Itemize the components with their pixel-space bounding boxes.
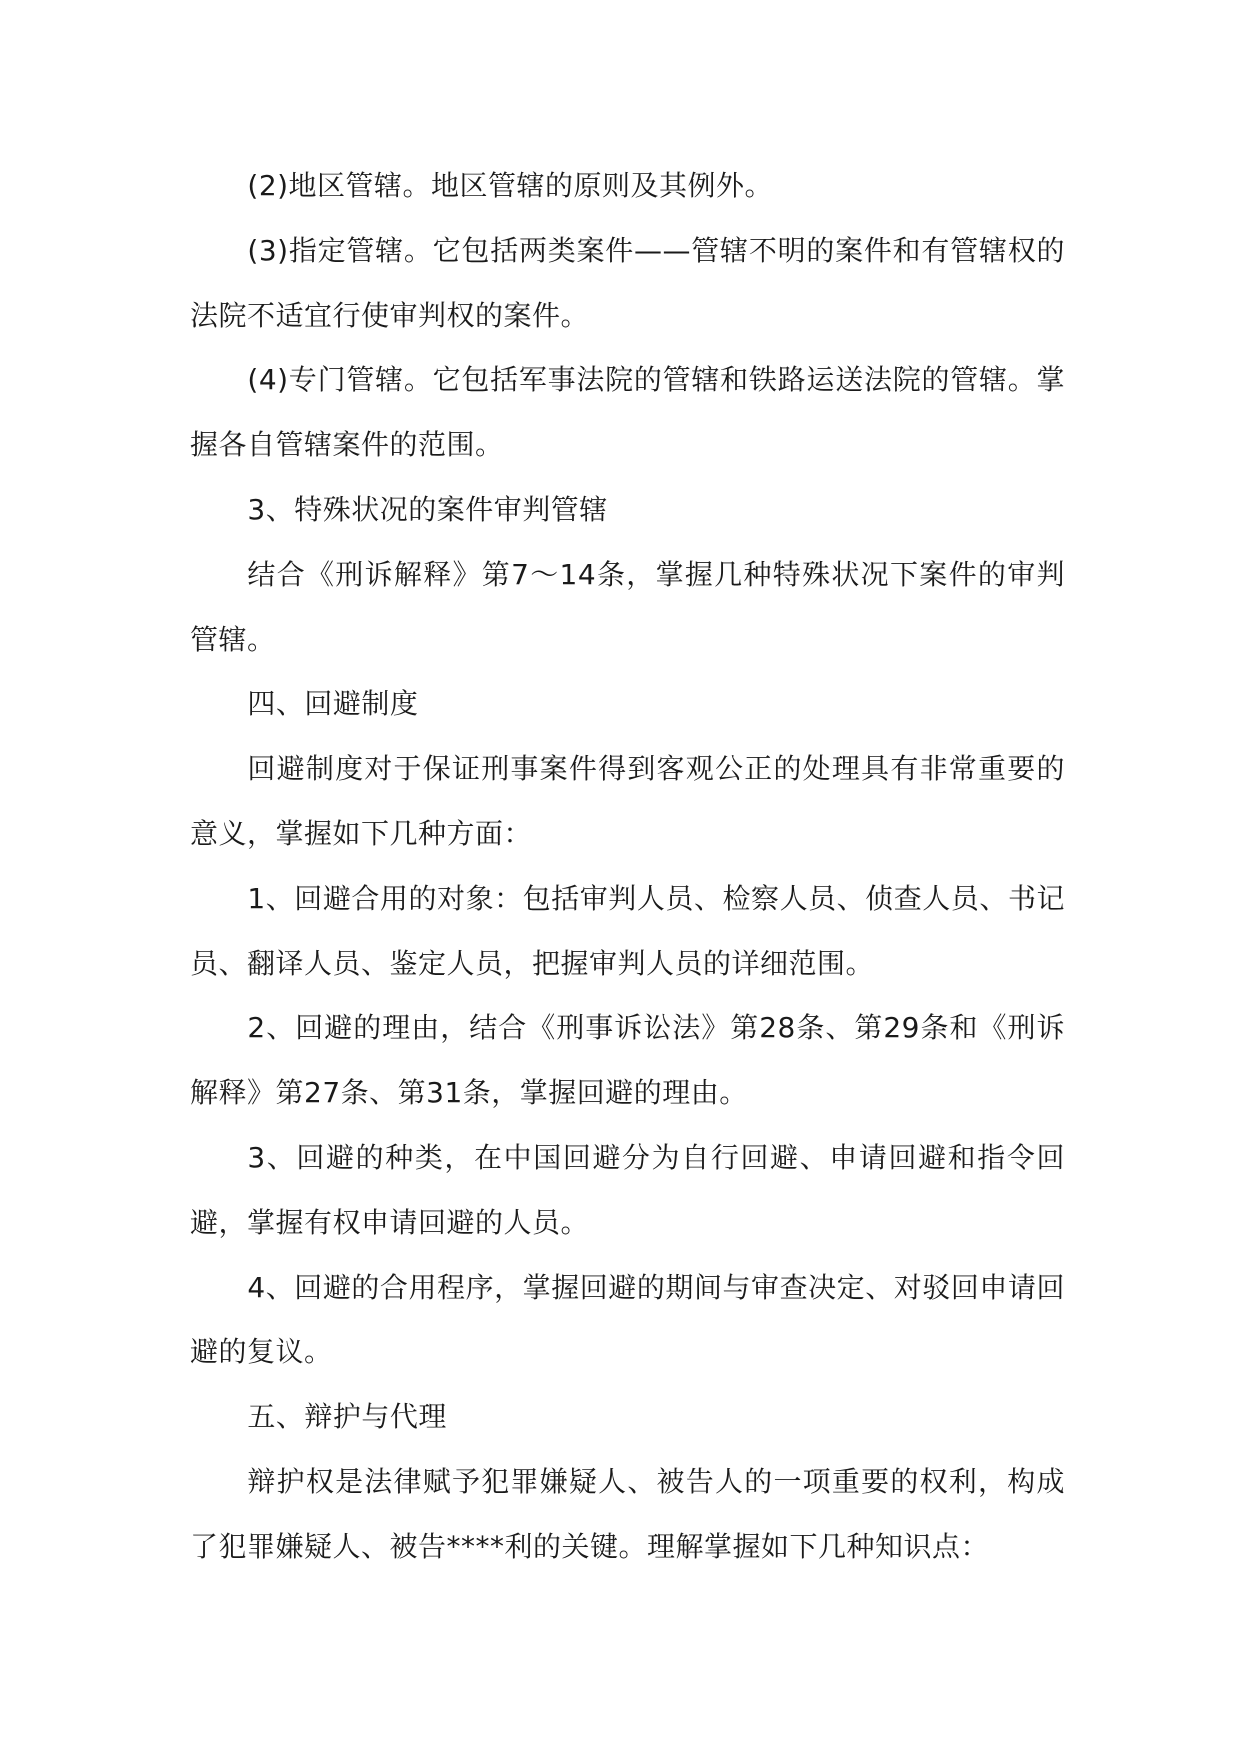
paragraph-defense-right: 辩护权是法律赋予犯罪嫌疑人、被告人的一项重要的权利，构成了犯罪嫌疑人、被告****利的关键。理解掌握如下几种知识点： — [190, 1464, 1065, 1563]
paragraph-recusal-types: 3、回避的种类，在中国回避分为自行回避、申请回避和指令回避，掌握有权申请回避的人员。 — [190, 1140, 1065, 1239]
paragraph-recusal-procedure: 4、回避的合用程序，掌握回避的期间与审查决定、对驳回申请回避的复议。 — [190, 1270, 1065, 1369]
paragraph-recusal-intro: 回避制度对于保证刑事案件得到客观公正的处理具有非常重要的意义，掌握如下几种方面： — [190, 752, 1065, 850]
paragraph-designated-jurisdiction: (3)指定管辖。它包括两类案件——管辖不明的案件和有管辖权的法院不适宜行使审判权的案件。 — [190, 233, 1065, 332]
document-body — [190, 154, 1065, 1580]
paragraph-regional-jurisdiction: (2)地区管辖。地区管辖的原则及其例外。 — [247, 169, 774, 202]
paragraph-special-jurisdiction: (4)专门管辖。它包括军事法院的管辖和铁路运送法院的管辖。掌握各自管辖案件的范围。 — [190, 363, 1065, 462]
heading-special-case-jurisdiction: 3、特殊状况的案件审判管辖 — [247, 492, 608, 526]
paragraph-recusal-subjects: 1、回避合用的对象：包括审判人员、检察人员、侦查人员、书记员、翻译人员、鉴定人员，把握审判人员的详细范围。 — [190, 881, 1065, 980]
paragraph-interpretation-articles: 结合《刑诉解释》第7～14条，掌握几种特殊状况下案件的审判管辖。 — [190, 557, 1065, 656]
heading-recusal-system: 四、回避制度 — [247, 687, 419, 721]
paragraph-recusal-reasons: 2、回避的理由，结合《刑事诉讼法》第28条、第29条和《刑诉解释》第27条、第31条，掌握回避的理由。 — [190, 1011, 1065, 1110]
heading-defense-and-agency: 五、辩护与代理 — [247, 1400, 447, 1434]
